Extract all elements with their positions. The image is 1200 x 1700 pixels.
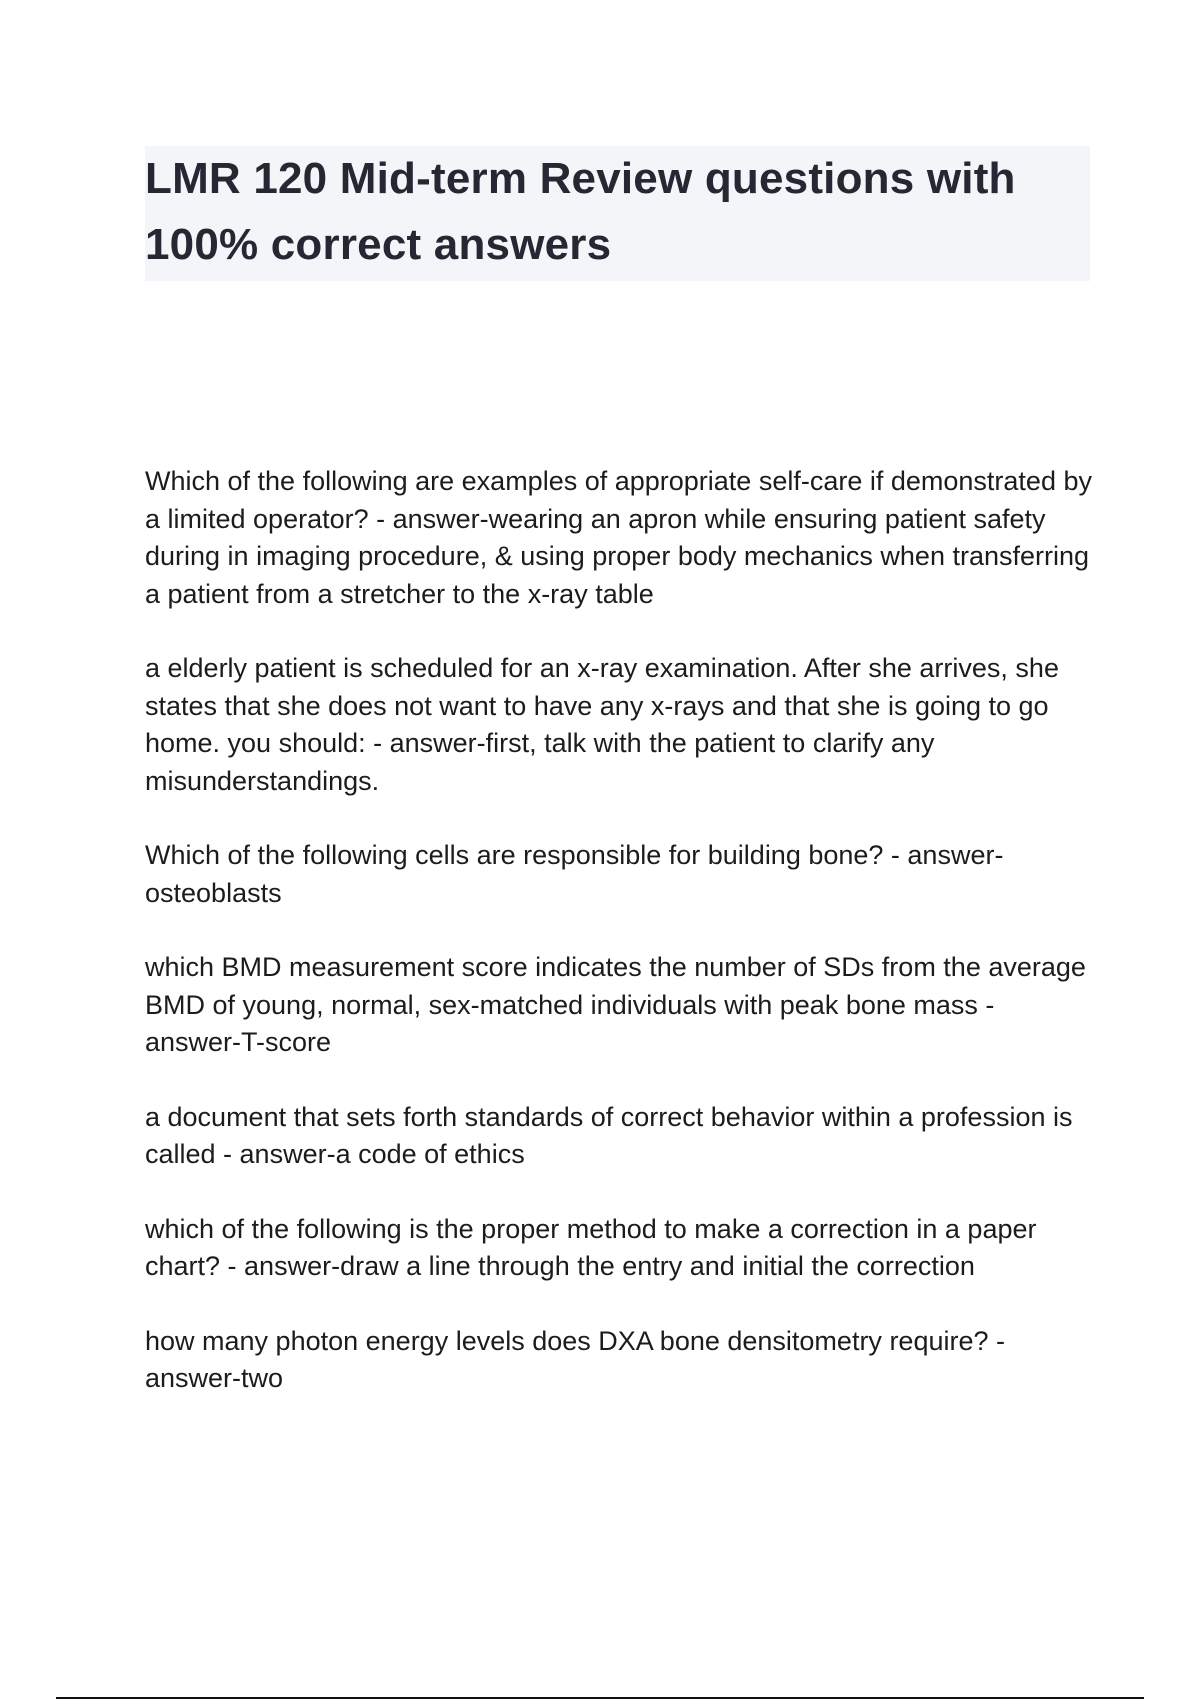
document-title: LMR 120 Mid-term Review questions with 100% correct answers <box>145 154 1016 269</box>
qa-item: how many photon energy levels does DXA bone densitometry require? - answer-two <box>145 1325 1005 1393</box>
qa-item: Which of the following cells are responsible for building bone? - answer-osteoblasts <box>145 840 1004 908</box>
qa-item: which BMD measurement score indicates the number of SDs from the average BMD of young, normal, sex-matched individuals with peak bone mass - answer-T-score <box>145 952 1086 1057</box>
qa-item: Which of the following are examples of appropriate self-care if demonstrated by a limited operator? - answer-wearing an apron while ensuring patient safety during in imaging procedure, & using proper body mechanics when transferring a patient from a stretcher to the x-ray table <box>145 466 1092 609</box>
footer-divider <box>56 1697 1144 1699</box>
qa-item: a elderly patient is scheduled for an x-ray examination. After she arrives, she states that she does not want to have any x-rays and that she is going to go home. you should: - answer-first, talk with the patient to clarify any misunderstandings. <box>145 653 1059 796</box>
qa-item: which of the following is the proper method to make a correction in a paper chart? - answer-draw a line through the entry and initial the correction <box>145 1213 1037 1281</box>
title-banner <box>145 146 1090 281</box>
qa-list <box>145 463 1095 1435</box>
qa-item: a document that sets forth standards of correct behavior within a profession is called - answer-a code of ethics <box>145 1101 1073 1169</box>
